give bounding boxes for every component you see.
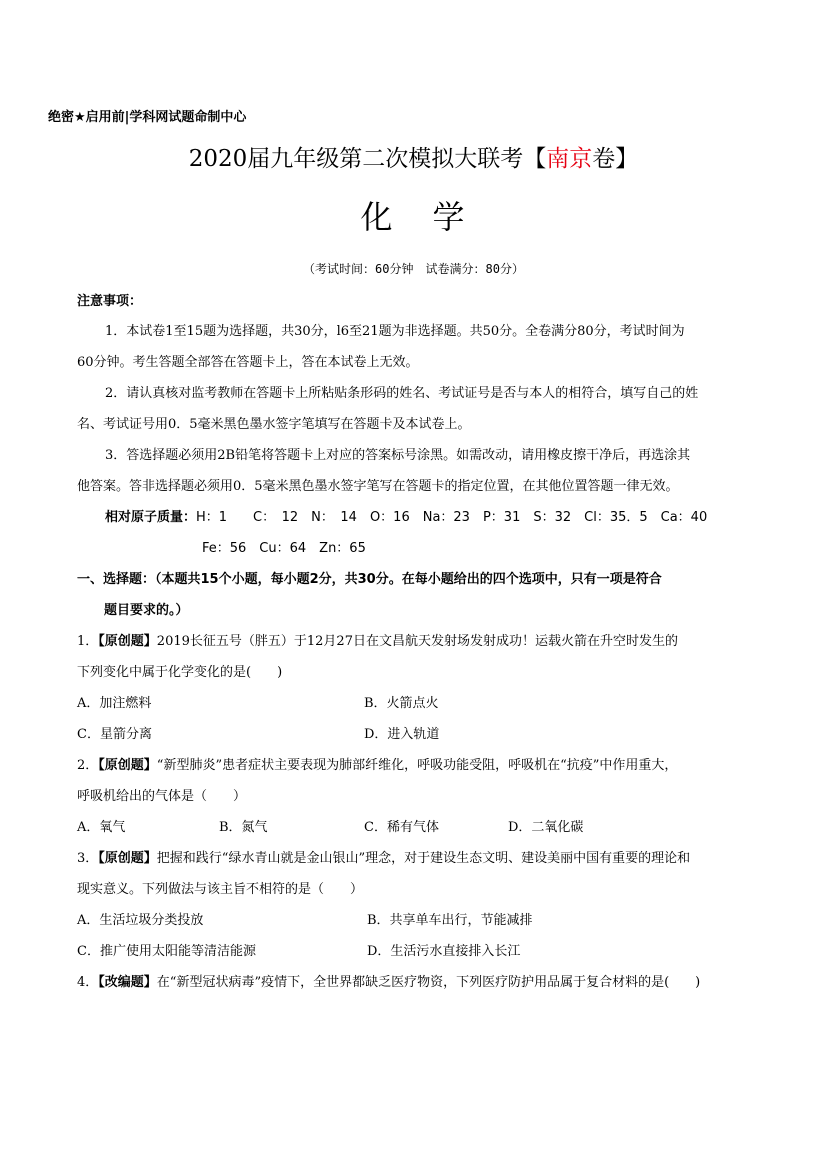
note-3-line-1: 3．答选择题必须用2B铅笔将答题卡上对应的答案标号涂黑。如需改动，请用橡皮擦干净后，再选涂其 xyxy=(105,448,691,463)
question-2-text: “新型肺炎”患者症状主要表现为肺部纤维化，呼吸功能受阻，呼吸机在“抗疫”中作用重大， xyxy=(156,758,678,773)
section-1-heading: 一、选择题：（本题共15个小题，每小题2分，共30分。在每小题给出的四个选项中，只有一项是符合 xyxy=(77,572,662,587)
question-4-tag: 【改编题】 xyxy=(98,975,157,990)
subject-title xyxy=(0,192,827,238)
question-2-option-d[interactable]: D．二氧化碳 xyxy=(508,820,584,835)
question-4-number: 4． xyxy=(77,975,99,990)
question-1-stem xyxy=(77,630,678,649)
question-3-option-b[interactable]: B．共享单车出行，节能减排 xyxy=(367,913,533,928)
atomic-mass-values-1: H：1 C： 12 N： 14 O：16 Na：23 P：31 S：32 Cl：35．5 Ca：40 xyxy=(196,510,708,525)
question-2-number: 2． xyxy=(77,758,99,773)
question-2-stem-cont: 呼吸机给出的气体是（ ） xyxy=(77,789,247,804)
question-1-stem-cont: 下列变化中属于化学变化的是( ) xyxy=(77,665,283,680)
exam-title xyxy=(0,140,827,173)
question-1-number: 1． xyxy=(77,634,99,649)
question-4-stem xyxy=(77,971,700,990)
question-3-text: 把握和践行“绿水青山就是金山银山”理念，对于建设生态文明、建设美丽中国有重要的理论和 xyxy=(156,851,691,866)
note-2-line-2: 名、考试证号用0．5毫米黑色墨水签字笔填写在答题卡及本试卷上。 xyxy=(77,417,471,432)
section-1-heading-cont: 题目要求的。） xyxy=(104,603,189,618)
question-3-option-a[interactable]: A．生活垃圾分类投放 xyxy=(77,913,204,928)
exam-meta: （考试时间：60分钟 试卷满分：80分） xyxy=(303,262,524,276)
subject-char-1: 化 xyxy=(360,198,395,236)
exam-title-region: 南京 xyxy=(546,146,593,172)
question-3-option-d[interactable]: D．生活污水直接排入长江 xyxy=(367,944,521,959)
question-3-stem-cont: 现实意义。下列做法与该主旨不相符的是（ ） xyxy=(77,882,364,897)
note-2-line-1: 2．请认真核对监考教师在答题卡上所粘贴条形码的姓名、考试证号是否与本人的相符合，填写自己的姓 xyxy=(105,386,699,401)
confidential-label: 绝密★启用前|学科网试题命制中心 xyxy=(48,110,247,125)
exam-title-suffix: 卷】 xyxy=(592,146,639,172)
question-3-tag: 【原创题】 xyxy=(98,851,157,866)
question-1-option-a[interactable]: A．加注燃料 xyxy=(77,696,152,711)
note-1-line-1: 1．本试卷1至15题为选择题，共30分，l6至21题为非选择题。共50分。全卷满分80分，考试时间为 xyxy=(105,324,685,339)
question-2-option-c[interactable]: C．稀有气体 xyxy=(364,820,439,835)
question-1-option-c[interactable]: C．星箭分离 xyxy=(77,727,152,742)
question-1-option-b[interactable]: B．火箭点火 xyxy=(364,696,439,711)
question-1-text: 2019长征五号（胖五）于12月27日在文昌航天发射场发射成功！运载火箭在升空时发生的 xyxy=(156,634,678,649)
question-4-text: 在“新型冠状病毒”疫情下，全世界都缺乏医疗物资，下列医疗防护用品属于复合材料的是( ) xyxy=(156,975,701,990)
note-3-line-2: 他答案。答非选择题必须用0．5毫米黑色墨水签字笔写在答题卡的指定位置，在其他位置答题一律无效。 xyxy=(77,479,679,494)
atomic-mass-row-2: Fe：56 Cu：64 Zn：65 xyxy=(202,541,366,556)
question-2-tag: 【原创题】 xyxy=(98,758,157,773)
question-2-option-b[interactable]: B．氮气 xyxy=(219,820,268,835)
question-2-option-a[interactable]: A．氧气 xyxy=(77,820,126,835)
question-1-tag: 【原创题】 xyxy=(98,634,157,649)
atomic-mass-label: 相对原子质量： xyxy=(105,510,197,525)
question-1-option-d[interactable]: D．进入轨道 xyxy=(364,727,440,742)
subject-char-2: 学 xyxy=(432,198,467,236)
notes-heading: 注意事项： xyxy=(77,294,143,309)
question-3-stem xyxy=(77,847,690,866)
exam-title-main: 2020届九年级第二次模拟大联考【 xyxy=(188,146,547,172)
note-1-line-2: 60分钟。考生答题全部答在答题卡上，答在本试卷上无效。 xyxy=(77,355,419,370)
question-3-option-c[interactable]: C．推广使用太阳能等清洁能源 xyxy=(77,944,256,959)
question-2-stem xyxy=(77,754,677,773)
question-3-number: 3． xyxy=(77,851,99,866)
atomic-mass-row-1 xyxy=(105,506,707,525)
